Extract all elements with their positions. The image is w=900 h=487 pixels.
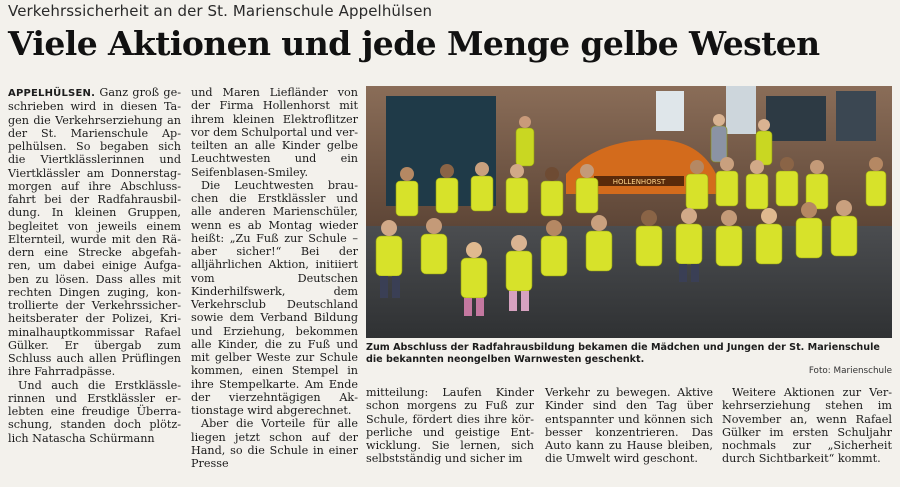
window — [726, 86, 756, 134]
article-column-5 — [722, 386, 892, 466]
adult — [756, 119, 772, 165]
article-column-3 — [366, 386, 534, 466]
paragraph: Die Leuchtwesten brauchen die Erstklässler und alle anderen Marienschüler, wenn es ab Montag wieder heißt: „Zu Fuß zur Schule – aber sicher!“ Bei der alljährlichen Aktion, initiiert vom Deutschen Kinderhilfswerk, dem Verkehrsclub Deutschland sowie dem Verband Bildung und Erziehung, bekommen alle Kinder, die zu Fuß und mit gelber Weste zur Schule kommen, einen Stempel in ihre Stempelkarte. Am Ende der vierzehntägigen Aktionstage wird abgerechnet. — [191, 178, 358, 417]
headline: Viele Aktionen und jede Menge gelbe Westen — [8, 24, 820, 63]
article-column-2 — [191, 86, 358, 470]
paragraph: mitteilung: Laufen Kinder schon morgens zu Fuß zur Schule, fördert dies ihre körperliche und geistige Entwicklung. Sie lernen, sich selbstständig und sicher im — [366, 386, 534, 466]
car-sign-text: HOLLENHORST — [612, 178, 666, 186]
article-column-1 — [8, 86, 181, 445]
paragraph: Weitere Aktionen zur Verkehrserziehung stehen im November an, wenn Rafael Gülker im ersten Schuljahr nochmals zur „Sicherheit durch Sichtbarkeit“ kommt. — [722, 386, 892, 466]
article-column-4 — [545, 386, 713, 466]
window — [766, 96, 826, 141]
dateline: APPELHÜLSEN. — [8, 88, 96, 99]
paragraph — [8, 86, 181, 379]
photo-credit: Foto: Marienschule — [808, 366, 892, 376]
paragraph: Verkehr zu bewegen. Aktive Kinder sind den Tag über entspannter und können sich besser konzentrieren. Das Auto kann zu Hause bleiben, die Umwelt wird geschont. — [545, 386, 713, 466]
lead-text: Ganz groß geschrieben wird in diesen Tagen die Verkehrserziehung an der St. Marienschule Appelhülsen. So begaben sich die Viertklässlerinnen und Viertklässler am Donnerstagmorgen auf ihre Abschlussfahrt bei der Radfahrausbildung. In kleinen Gruppen, begleitet von jeweils einem Elternteil, wurde mit den Rädern eine Strecke abgefahren, um dabei einige Aufgaben zu lösen. Dass alles mit rechten Dingen zuging, kontrollierte der Verkehrssicherheitsberater der Polizei, Kriminalhauptkommissar Rafael Gülker. Er übergab zum Schluss auch allen Prüflingen ihre Fahrradpässe. — [8, 86, 181, 379]
adult — [711, 114, 727, 162]
paragraph: und Maren Liefländer von der Firma Hollenhorst mit ihrem kleinen Elektroflitzer vor dem Schulportal und verteilten an alle Kinder gelbe Leuchtwesten und ein Seifenblasen-Smiley. — [191, 86, 358, 179]
news-photo — [366, 86, 892, 338]
paragraph: Und auch die Erstklässlerinnen und Erstklässler erlebten eine freudige Überraschung, standen doch plötzlich Natascha Schürmann — [8, 378, 181, 445]
window — [656, 91, 684, 131]
window — [836, 91, 876, 141]
photo-caption: Zum Abschluss der Radfahrausbildung bekamen die Mädchen und Jungen der St. Marienschule die bekannten neongelben Warnwesten geschenkt. — [366, 342, 880, 365]
paragraph: Aber die Vorteile für alle liegen jetzt schon auf der Hand, so die Schule in einer Presse — [191, 417, 358, 470]
photo-illustration — [366, 86, 892, 338]
kicker: Verkehrssicherheit an der St. Marienschule Appelhülsen — [8, 2, 433, 20]
